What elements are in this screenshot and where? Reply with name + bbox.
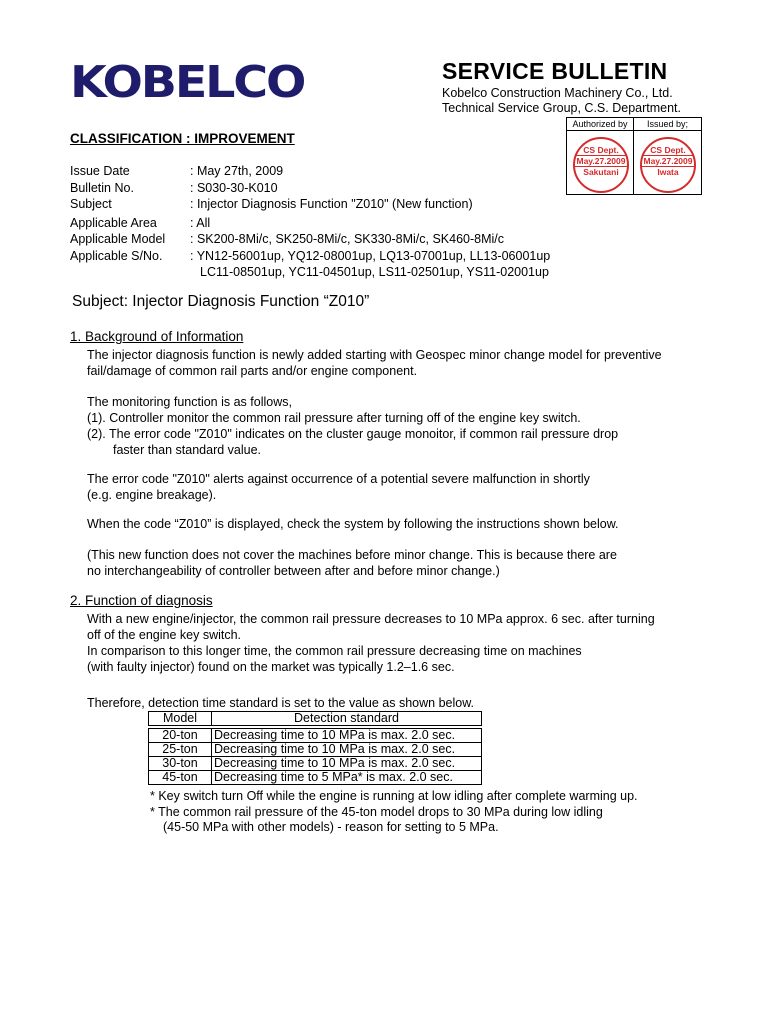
footnote-continued: (45-50 MPa with other models) - reason for setting to 5 MPa. bbox=[163, 820, 499, 834]
table-notes bbox=[150, 789, 638, 836]
detection-standard-table bbox=[148, 711, 482, 785]
authorization-stamp bbox=[573, 137, 629, 193]
area-row bbox=[70, 215, 550, 232]
column-header-standard: Detection standard bbox=[212, 712, 482, 726]
model-value: : SK200-8Mi/c, SK250-8Mi/c, SK330-8Mi/c, SK460-8Mi/c bbox=[190, 232, 505, 246]
footnote: * The common rail pressure of the 45-ton model drops to 30 MPa during low idling bbox=[150, 804, 603, 819]
serial-label: Applicable S/No. bbox=[70, 248, 163, 263]
model-cell: 25-ton bbox=[149, 743, 212, 757]
company-info bbox=[442, 86, 681, 116]
classification: CLASSIFICATION : IMPROVEMENT bbox=[70, 131, 295, 146]
section2-heading: 2. Function of diagnosis bbox=[70, 593, 213, 608]
section1-paragraph4: When the code “Z010” is displayed, check the system by following the instructions shown below. bbox=[87, 517, 619, 531]
issued-by-label: Issued by; bbox=[634, 118, 701, 131]
subject-row bbox=[70, 196, 550, 213]
text-line: In comparison to this longer time, the common rail pressure decreasing time on machines bbox=[87, 644, 582, 658]
section2-paragraph1 bbox=[87, 611, 655, 675]
model-cell: 30-ton bbox=[149, 757, 212, 771]
standard-cell: Decreasing time to 10 MPa is max. 2.0 sec. bbox=[212, 729, 482, 743]
footnote: * Key switch turn Off while the engine is running at low idling after complete warming up. bbox=[150, 789, 638, 803]
authorized-by-label: Authorized by bbox=[567, 118, 634, 131]
text-line: off of the engine key switch. bbox=[87, 628, 242, 642]
standard-cell: Decreasing time to 10 MPa is max. 2.0 sec. bbox=[212, 757, 482, 771]
text-line: With a new engine/injector, the common rail pressure decreases to 10 MPa approx. 6 sec. after turning bbox=[87, 612, 655, 626]
bulletin-no-row bbox=[70, 180, 550, 197]
stamp-dept: CS Dept. bbox=[650, 145, 686, 155]
stamp-name: Iwata bbox=[657, 167, 679, 177]
text-line: fail/damage of common rail parts and/or engine component. bbox=[87, 364, 418, 378]
approval-box bbox=[566, 117, 702, 195]
model-row bbox=[70, 231, 550, 248]
detection-table-wrap bbox=[148, 711, 482, 785]
list-item: (2). The error code "Z010" indicates on the cluster gauge monoitor, if common rail pressure drop bbox=[87, 427, 619, 441]
area-label: Applicable Area bbox=[70, 215, 157, 230]
standard-cell: Decreasing time to 10 MPa is max. 2.0 sec. bbox=[212, 743, 482, 757]
stamp-name: Sakutani bbox=[583, 167, 619, 177]
text-line: (e.g. engine breakage). bbox=[87, 488, 217, 502]
stamp-dept: CS Dept. bbox=[583, 145, 619, 155]
issue-date-value: : May 27th, 2009 bbox=[190, 164, 284, 178]
text-line: (with faulty injector) found on the market was typically 1.2–1.6 sec. bbox=[87, 660, 455, 674]
section2-paragraph3: Therefore, detection time standard is set to the value as shown below. bbox=[87, 696, 475, 710]
standard-cell: Decreasing time to 5 MPa* is max. 2.0 sec. bbox=[212, 771, 482, 785]
kobelco-logo: KOBELCO bbox=[70, 57, 305, 108]
department-name: Technical Service Group, C.S. Department. bbox=[442, 101, 681, 115]
model-cell: 20-ton bbox=[149, 729, 212, 743]
list-item-continued: faster than standard value. bbox=[113, 443, 262, 457]
subject-value: : Injector Diagnosis Function "Z010" (New function) bbox=[190, 197, 473, 211]
text-line: The monitoring function is as follows, bbox=[87, 395, 292, 409]
table-row bbox=[149, 757, 482, 771]
stamp-date: May.27.2009 bbox=[643, 156, 693, 166]
section1-paragraph3 bbox=[87, 471, 590, 503]
subject-label: Subject bbox=[70, 197, 112, 211]
bulletin-no-label: Bulletin No. bbox=[70, 180, 134, 195]
table-row bbox=[149, 771, 482, 785]
serial-row bbox=[70, 248, 550, 265]
section1-paragraph1 bbox=[87, 347, 662, 379]
serial-row-2 bbox=[70, 264, 550, 281]
text-line: The injector diagnosis function is newly added starting with Geospec minor change model for preventive bbox=[87, 348, 662, 362]
serial-value-1: : YN12-56001up, YQ12-08001up, LQ13-07001up, LL13-06001up bbox=[190, 248, 551, 263]
table-row bbox=[149, 729, 482, 743]
table-row bbox=[149, 743, 482, 757]
issue-date-row bbox=[70, 163, 550, 180]
issuer-stamp bbox=[640, 137, 696, 193]
bulletin-info bbox=[70, 163, 550, 281]
text-line: The error code "Z010" alerts against occurrence of a potential severe malfunction in shortly bbox=[87, 472, 590, 486]
monitoring-list bbox=[87, 394, 618, 458]
subject-heading: Subject: Injector Diagnosis Function “Z010” bbox=[72, 293, 370, 310]
table-header-row bbox=[149, 712, 482, 726]
document-title: SERVICE BULLETIN bbox=[442, 58, 668, 84]
company-name: Kobelco Construction Machinery Co., Ltd. bbox=[442, 86, 673, 100]
model-label: Applicable Model bbox=[70, 232, 166, 246]
area-value: : All bbox=[190, 215, 211, 230]
section1-heading: 1. Background of Information bbox=[70, 329, 244, 344]
list-item: (1). Controller monitor the common rail pressure after turning off of the engine key switch. bbox=[87, 411, 581, 425]
stamp-date: May.27.2009 bbox=[576, 156, 626, 166]
text-line: (This new function does not cover the machines before minor change. This is because there are bbox=[87, 548, 617, 562]
column-header-model: Model bbox=[149, 712, 212, 726]
approval-divider bbox=[633, 118, 634, 194]
text-line: no interchangeability of controller between after and before minor change.) bbox=[87, 564, 500, 578]
model-cell: 45-ton bbox=[149, 771, 212, 785]
section1-paragraph5 bbox=[87, 547, 617, 579]
issue-date-label: Issue Date bbox=[70, 164, 130, 178]
serial-value-2: LC11-08501up, YC11-04501up, LS11-02501up, YS11-02001up bbox=[200, 265, 549, 279]
bulletin-no-value: : S030-30-K010 bbox=[190, 180, 278, 195]
